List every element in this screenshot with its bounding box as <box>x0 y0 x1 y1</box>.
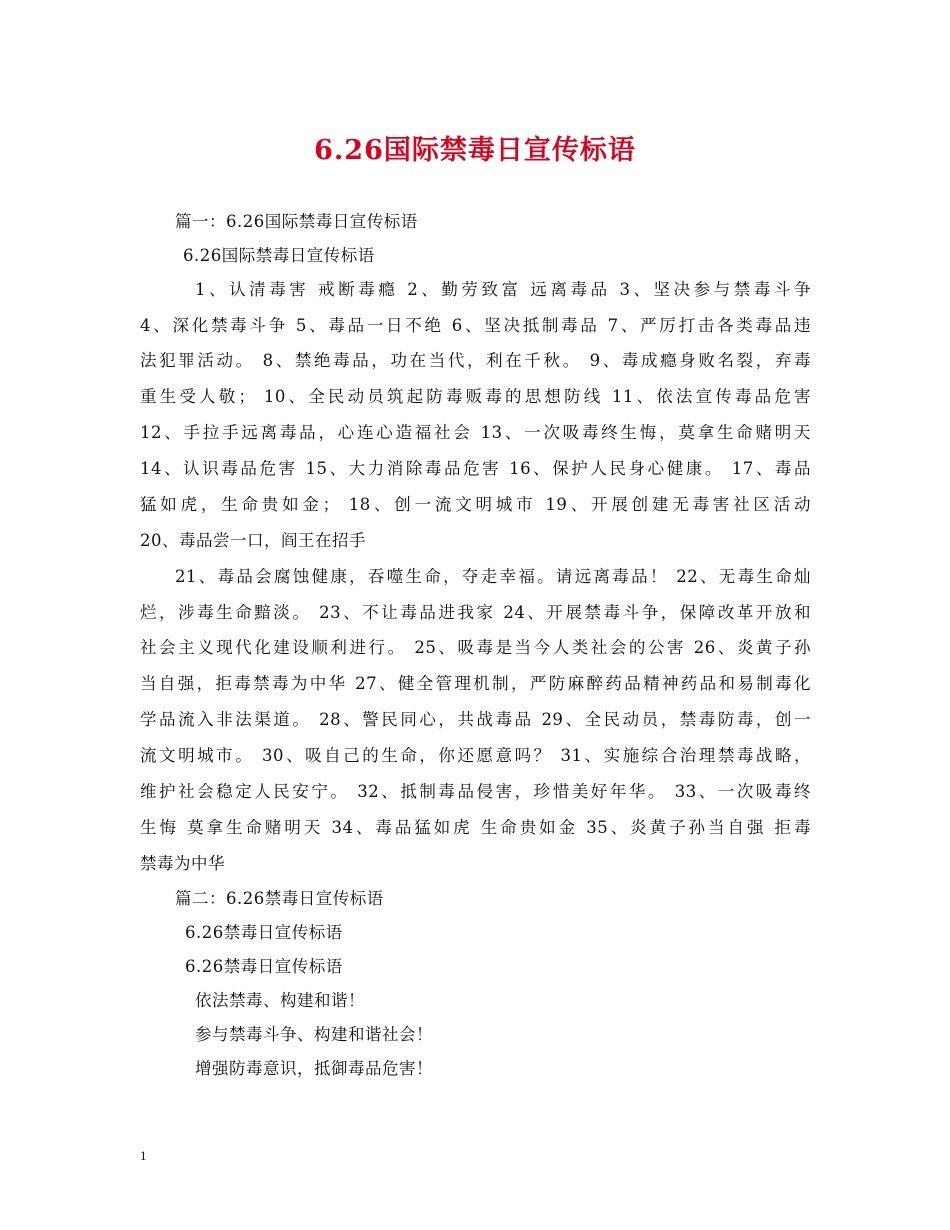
section-heading-1: 篇一：6.26国际禁毒日宣传标语 <box>175 212 418 231</box>
paragraph-line: 4、深化禁毒斗争 5、毒品一日不绝 6、坚决抵制毒品 7、严厉打击各类毒品违 <box>140 316 811 335</box>
paragraph-line: 烂，涉毒生命黯淡。 23、不让毒品进我家 24、开展禁毒斗争，保障改革开放和 <box>140 603 811 622</box>
paragraph-line: 20、毒品尝一口，阎王在招手 <box>140 531 366 550</box>
page-number: 1 <box>140 1148 147 1163</box>
slogan-line: 参与禁毒斗争、构建和谐社会！ <box>195 1025 433 1044</box>
paragraph-line: 21、毒品会腐蚀健康，吞噬生命，夺走幸福。请远离毒品！ 22、无毒生命灿 <box>175 567 811 586</box>
slogan-line: 依法禁毒、构建和谐！ <box>195 991 365 1010</box>
paragraph-line: 流文明城市。 30、吸自己的生命，你还愿意吗？ 31、实施综合治理禁毒战略， <box>140 746 811 765</box>
paragraph-line: 法犯罪活动。 8、禁绝毒品，功在当代，利在千秋。 9、毒成瘾身败名裂，弃毒 <box>140 351 811 370</box>
paragraph-line: 学品流入非法渠道。 28、警民同心，共战毒品 29、全民动员，禁毒防毒，创一 <box>140 710 811 729</box>
document-title: 6.26国际禁毒日宣传标语 <box>314 135 636 166</box>
paragraph-line: 12、手拉手远离毒品，心连心造福社会 13、一次吸毒终生悔，莫拿生命赌明天 <box>140 423 811 442</box>
subheading-1: 6.26国际禁毒日宣传标语 <box>183 246 375 265</box>
paragraph-line: 1、认清毒害 戒断毒瘾 2、勤劳致富 远离毒品 3、坚决参与禁毒斗争 <box>195 280 811 299</box>
paragraph-line: 维护社会稳定人民安宁。 32、抵制毒品侵害，珍惜美好年华。 33、一次吸毒终 <box>140 782 811 801</box>
subheading-2: 6.26禁毒日宣传标语 <box>185 923 343 942</box>
paragraph-line: 当自强，拒毒禁毒为中华 27、健全管理机制，严防麻醉药品精神药品和易制毒化 <box>140 674 811 693</box>
paragraph-line: 猛如虎，生命贵如金； 18、创一流文明城市 19、开展创建无毒害社区活动 <box>140 495 811 514</box>
paragraph-line: 重生受人敬； 10、全民动员筑起防毒贩毒的思想防线 11、依法宣传毒品危害 <box>140 387 811 406</box>
subheading-3: 6.26禁毒日宣传标语 <box>185 957 343 976</box>
paragraph-line: 14、认识毒品危害 15、大力消除毒品危害 16、保护人民身心健康。 17、毒品 <box>140 459 811 478</box>
paragraph-line: 社会主义现代化建设顺利进行。 25、吸毒是当今人类社会的公害 26、炎黄子孙 <box>140 638 811 657</box>
section-heading-2: 篇二：6.26禁毒日宣传标语 <box>175 889 384 908</box>
paragraph-line: 生悔 莫拿生命赌明天 34、毒品猛如虎 生命贵如金 35、炎黄子孙当自强 拒毒 <box>140 818 811 837</box>
paragraph-line: 禁毒为中华 <box>140 854 225 873</box>
slogan-line: 增强防毒意识，抵御毒品危害！ <box>195 1059 433 1078</box>
